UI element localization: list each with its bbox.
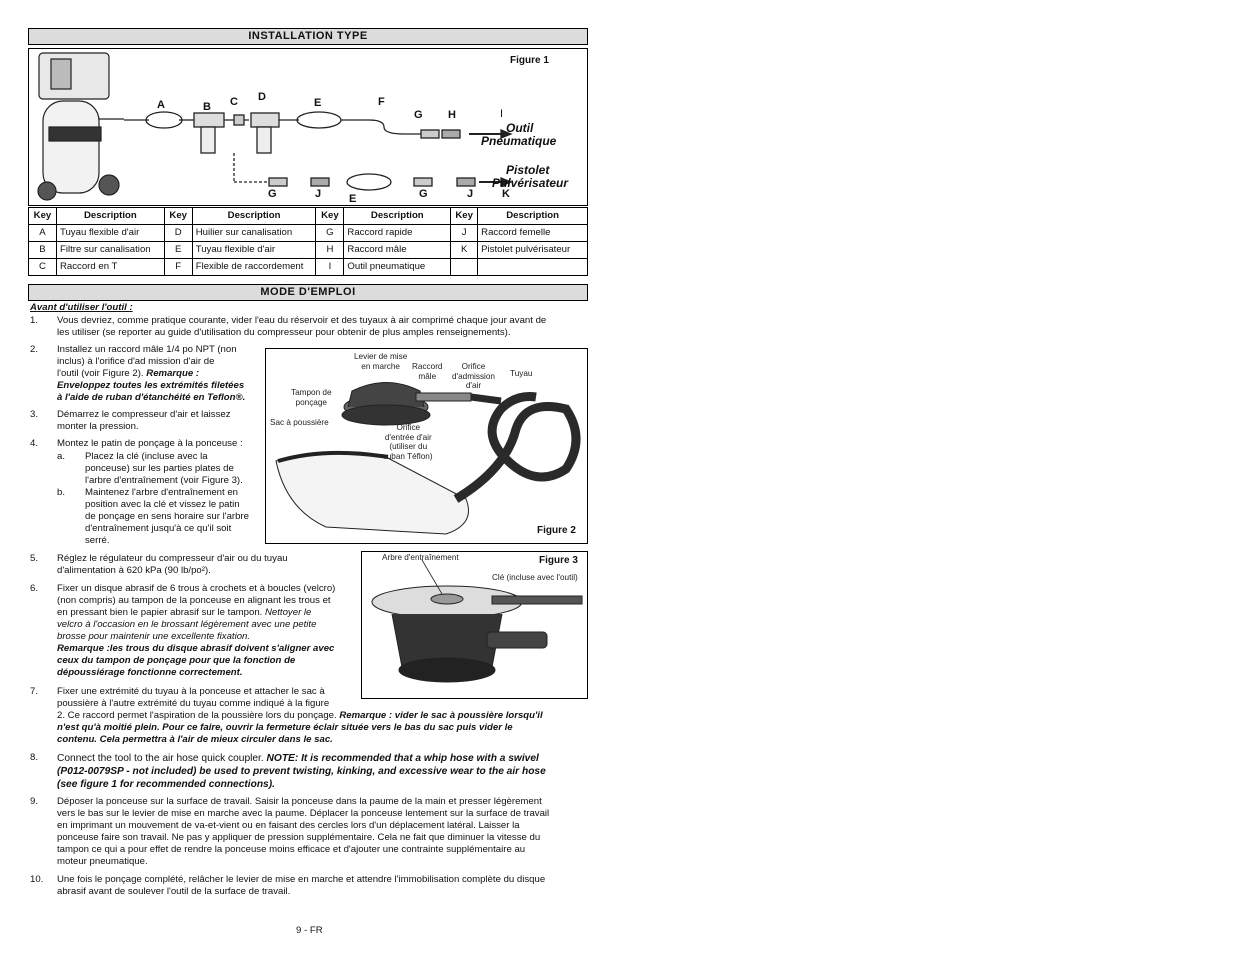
table-cell: Tuyau flexible d'air bbox=[192, 242, 316, 259]
diagram-letter: K bbox=[502, 188, 510, 200]
figure-1-label: Figure 1 bbox=[510, 55, 549, 66]
table-cell: D bbox=[164, 225, 192, 242]
table-cell: Raccord rapide bbox=[344, 225, 451, 242]
table-header: Key bbox=[316, 208, 344, 225]
table-cell: C bbox=[29, 259, 57, 276]
callout-male-fitting: Raccord mâle bbox=[412, 362, 443, 381]
callout-sanding-pad: Tampon de ponçage bbox=[291, 388, 332, 407]
diagram-letter: C bbox=[230, 96, 238, 108]
table-cell: I bbox=[316, 259, 344, 276]
table-header: Description bbox=[344, 208, 451, 225]
table-cell: Outil pneumatique bbox=[344, 259, 451, 276]
table-cell: H bbox=[316, 242, 344, 259]
table-cell: A bbox=[29, 225, 57, 242]
table-cell: B bbox=[29, 242, 57, 259]
table-header: Key bbox=[451, 208, 478, 225]
table-cell: Filtre sur canalisation bbox=[56, 242, 164, 259]
figure-2-label: Figure 2 bbox=[537, 525, 576, 536]
key-description-table bbox=[28, 207, 588, 276]
table-cell bbox=[451, 259, 478, 276]
figure-1-installation-diagram bbox=[28, 48, 588, 206]
diagram-letter: H bbox=[448, 109, 456, 121]
manual-page: INSTALLATION TYPE Figure 1 A B C D E F G H I G J E G J K Outil Pneumatique Pistolet Pulvérisateur Key Description Key Description Key Description Key Description A Tuyau flexible d'air D Huilier sur canalisation G Raccord rapide J Raccord femelle B Filtre sur canalisation E Tuyau flexible d'air H Raccord mâle K Pistolet pulvérisateur C Raccord en T F Flexible de raccordement I Outil pneumatique MODE D'EMPLOI Avant d'utiliser l'outil : 1. Vous devriez, comme pratique courante, vider l'eau du réservoir et des tuyaux à air comprimé chaque jour avant de les utiliser (se reporter au guide d'utilisation du compresseur pour obtenir de plus amples renseignements). 2. Installez un raccord mâle 1/4 po NPT (non inclus) à l'orifice d'ad mission d'air de l'outil (voir Figure 2). Remarque : Enveloppez toutes les extrémités filetées à l'aide de ruban d'étanchéité en Teflon®. 3. Démarrez le compresseur d'air et laissez monter la pression. 4. Montez le patin de ponçage à la ponceuse : a. Placez la clé (incluse avec la ponceuse) sur les parties plates de l'arbre d'entraînement (voir Figure 3). b. Maintenez l'arbre d'entraînement en position avec la clé et vissez le patin de ponçage en sens horaire sur l'arbre d'entraînement jusqu'à ce qu'il soit serré. Levier de mise en marche Raccord mâle Orifice d'admission d'air Tuyau Tampon de ponçage Sac à poussière Orifice d'entrée d'air (utiliser du ruban Téflon) Figure 2 5. Réglez le régulateur du compresseur d'air ou du tuyau d'alimentation à 620 kPa (90 lb/po²). Arbre d'entraînement Clé (incluse avec l'outil) Figure 3 6. Fixer un disque abrasif de 6 trous à crochets et à boucles (velcro) (non compris) au tampon de la ponceuse en alignant les trous et en pressant bien le papier abrasif sur le tampon. Nettoyer le velcro à l'occasion en le brossant légèrement avec une petite brosse pour maintenir une excellente fixation. Remarque :les trous du disque abrasif doivent s'aligner avec ceux du tampon de ponçage pour que la fonction de dépoussiérage fonctionne correctement. 7. Fixer une extrémité du tuyau à la ponceuse et attacher le sac à poussière à l'autre extrémité du tuyau comme indiqué à la figure 2. Ce raccord permet l'aspiration de la poussière lors du ponçage. Remarque : vider le sac à poussière lorsqu'il n'est qu'à moitié plein. Pour ce faire, ouvrir la fermeture éclair située vers le bas du sac puis vider le contenu. Cela permettra à l'air de mieux circuler dans le sac. 8. Connect the tool to the air hose quick coupler. NOTE: It is recommended that a whip hose with a swivel (P012-0079SP - not included) be used to prevent twisting, kinking, and excessive wear to the air hose (see figure 1 for recommended connections). 9. Déposer la ponceuse sur la surface de travail. Saisir la ponceuse dans la paume de la main et presser légèrement vers le bas sur le levier de mise en marche avec la paume. Déplacer la ponceuse lentement sur la surface de travail en imprimant un mouvement de va-et-vient ou en faisant des cercles lors d'un déplacement latéral. Laisser la ponceuse faire son travail. Ne pas y appliquer de pression supplémentaire. Cela ne fait que diminuer la vitesse du tampon ce qui a pour effet de rendre la ponceuse moins efficace et d'ajouter une contrainte supplémentaire au moteur pneumatique. 10. Une fois le ponçage complété, relâcher le levier de mise en marche et attendre l'immobilisation complète du disque abrasif avant de soulever l'outil de la surface de travail. 9 - FR bbox=[0, 0, 1235, 954]
diagram-letter: A bbox=[157, 99, 165, 111]
mode-emploi-header: MODE D'EMPLOI bbox=[28, 284, 588, 301]
table-cell: J bbox=[451, 225, 478, 242]
diagram-letter: G bbox=[414, 109, 423, 121]
figure-3-drive-shaft-diagram bbox=[361, 551, 588, 699]
table-header: Key bbox=[164, 208, 192, 225]
table-cell: E bbox=[164, 242, 192, 259]
table-cell: Huilier sur canalisation bbox=[192, 225, 316, 242]
table-row bbox=[29, 225, 588, 242]
table-cell: Raccord en T bbox=[56, 259, 164, 276]
page-number: 9 - FR bbox=[296, 925, 323, 936]
table-cell: Tuyau flexible d'air bbox=[56, 225, 164, 242]
figure-3-label: Figure 3 bbox=[539, 555, 578, 566]
table-header-row bbox=[29, 208, 588, 225]
table-cell: K bbox=[451, 242, 478, 259]
table-cell: G bbox=[316, 225, 344, 242]
table-cell: Raccord mâle bbox=[344, 242, 451, 259]
diagram-letter: F bbox=[378, 96, 385, 108]
table-row bbox=[29, 259, 588, 276]
diagram-letter: E bbox=[314, 97, 322, 109]
before-use-subheading: Avant d'utiliser l'outil : bbox=[30, 302, 133, 313]
table-cell: F bbox=[164, 259, 192, 276]
compressor-illustration bbox=[38, 53, 124, 200]
callout-lever: Levier de mise en marche bbox=[354, 352, 408, 371]
callout-drive-shaft: Arbre d'entraînement bbox=[382, 553, 459, 562]
figure-2-sander-diagram bbox=[265, 348, 588, 544]
table-header: Key bbox=[29, 208, 57, 225]
diagram-letter: I bbox=[500, 108, 504, 120]
diagram-letter: J bbox=[315, 188, 322, 200]
table-header: Description bbox=[192, 208, 316, 225]
diagram-letter: G bbox=[268, 188, 277, 200]
table-cell bbox=[478, 259, 588, 276]
callout-air-intake: Orifice d'entrée d'air (utiliser du ruban Téflon) bbox=[384, 423, 433, 461]
table-row bbox=[29, 242, 588, 259]
diagram-letter: J bbox=[467, 188, 474, 200]
diagram-letter: E bbox=[349, 193, 357, 205]
table-header: Description bbox=[478, 208, 588, 225]
tool-label-pneumatic: Outil Pneumatique bbox=[481, 121, 557, 148]
table-header: Description bbox=[56, 208, 164, 225]
tool-label-spray-gun: Pistolet Pulvérisateur bbox=[492, 163, 569, 190]
table-cell: Flexible de raccordement bbox=[192, 259, 316, 276]
installation-type-header: INSTALLATION TYPE bbox=[28, 28, 588, 45]
diagram-letter: D bbox=[258, 91, 266, 103]
callout-wrench: Clé (incluse avec l'outil) bbox=[492, 573, 578, 582]
diagram-letter: G bbox=[419, 188, 428, 200]
callout-hose: Tuyau bbox=[510, 369, 533, 378]
callout-dust-bag: Sac à poussière bbox=[270, 418, 329, 427]
table-cell: Raccord femelle bbox=[478, 225, 588, 242]
diagram-letter: B bbox=[203, 101, 211, 113]
table-cell: Pistolet pulvérisateur bbox=[478, 242, 588, 259]
callout-air-inlet: Orifice d'admission d'air bbox=[452, 362, 495, 390]
